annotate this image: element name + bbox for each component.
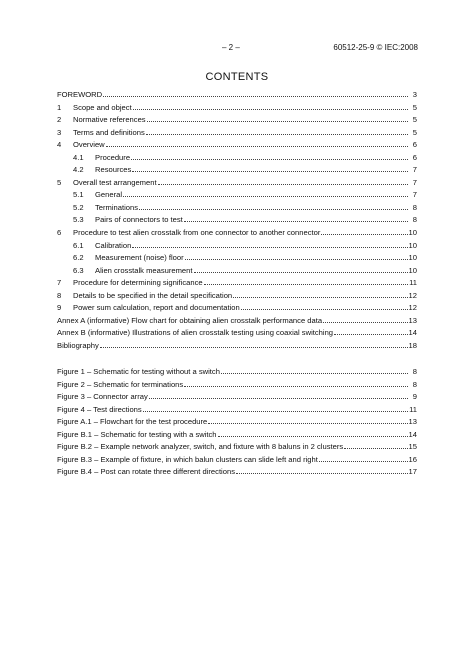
- toc-entry[interactable]: [57, 302, 417, 315]
- dot-leader: [149, 391, 408, 399]
- entry-label: Figure B.3 – Example of fixture, in which balun clusters can slide left and right: [57, 454, 318, 464]
- dot-leader: [146, 127, 408, 135]
- page-reference: 7: [412, 190, 417, 200]
- toc-entry[interactable]: [57, 252, 417, 265]
- section-number: 6.1: [73, 240, 84, 250]
- entry-label: Power sum calculation, report and documentation: [73, 303, 240, 313]
- page-reference: 5: [412, 127, 417, 137]
- dot-leader: [321, 227, 407, 235]
- toc-entry[interactable]: [57, 152, 417, 165]
- section-number: 5.3: [73, 215, 84, 225]
- entry-label: Procedure to test alien crosstalk from one connector to another connector: [73, 228, 321, 238]
- figure-entry[interactable]: [57, 441, 417, 454]
- dot-leader: [185, 252, 408, 260]
- page-header: [0, 43, 474, 57]
- dot-leader: [103, 89, 408, 97]
- page-reference: 10: [408, 240, 417, 250]
- figure-entry[interactable]: [57, 454, 417, 467]
- entry-label: Procedure for determining significance: [73, 278, 203, 288]
- section-number: 5: [57, 177, 62, 187]
- entry-label: Figure 1 – Schematic for testing without a switch: [57, 367, 220, 376]
- toc-entry[interactable]: [57, 327, 417, 340]
- entry-label: Figure 4 – Test directions: [57, 404, 142, 414]
- page-reference: 6: [412, 140, 417, 150]
- entry-label: Annex A (informative) Flow chart for obtaining alien crosstalk performance data: [57, 315, 323, 325]
- page-reference: 12: [408, 290, 417, 300]
- contents-title: CONTENTS: [205, 71, 269, 83]
- dot-leader: [194, 265, 408, 273]
- page-reference: 7: [412, 165, 417, 175]
- figure-entry[interactable]: [57, 379, 417, 392]
- toc-entry[interactable]: [57, 202, 417, 215]
- entry-label: Figure 2 – Schematic for terminations: [57, 379, 184, 389]
- page-reference: 9: [412, 392, 417, 402]
- entry-label: Procedure: [95, 152, 131, 162]
- dot-leader: [204, 277, 408, 285]
- entry-label: Normative references: [73, 115, 146, 125]
- entry-label: Terms and definitions: [73, 127, 145, 137]
- dot-leader: [319, 454, 408, 462]
- dot-leader: [132, 164, 408, 172]
- page-reference: 18: [408, 340, 417, 350]
- page-number: – 2 –: [222, 43, 240, 52]
- entry-label: Alien crosstalk measurement: [95, 265, 193, 275]
- dot-leader: [218, 429, 408, 437]
- table-of-contents: [57, 89, 417, 352]
- dot-leader: [123, 189, 408, 197]
- dot-leader: [106, 139, 408, 147]
- toc-entry[interactable]: [57, 164, 417, 177]
- page-reference: 16: [408, 454, 417, 464]
- page-reference: 13: [408, 417, 417, 427]
- entry-label: Figure A.1 – Flowchart for the test procedure: [57, 417, 208, 427]
- page-reference: 3: [412, 90, 417, 99]
- toc-entry[interactable]: [57, 277, 417, 290]
- page-reference: 12: [408, 303, 417, 313]
- entry-label: Pairs of connectors to test: [95, 215, 183, 225]
- page-reference: 11: [409, 278, 417, 288]
- dot-leader: [221, 366, 408, 374]
- toc-entry[interactable]: [57, 340, 417, 353]
- figure-entry[interactable]: [57, 366, 417, 379]
- entry-label: Resources: [95, 165, 132, 175]
- page-reference: 8: [412, 379, 417, 389]
- toc-entry[interactable]: [57, 127, 417, 140]
- figure-entry[interactable]: [57, 429, 417, 442]
- toc-entry[interactable]: [57, 114, 417, 127]
- entry-label: Figure 3 – Connector array: [57, 392, 148, 402]
- toc-entry[interactable]: [57, 177, 417, 190]
- section-number: 6: [57, 228, 62, 238]
- page-reference: 10: [408, 265, 417, 275]
- entry-label: Overview: [73, 140, 105, 150]
- dot-leader: [100, 340, 408, 348]
- toc-entry[interactable]: [57, 139, 417, 152]
- dot-leader: [241, 302, 408, 310]
- dot-leader: [236, 466, 408, 474]
- page-reference: 17: [408, 467, 417, 477]
- toc-entry[interactable]: [57, 89, 417, 102]
- entry-label: Figure B.2 – Example network analyzer, switch, and fixture with 8 baluns in 2 clusters: [57, 442, 344, 452]
- list-of-figures: [57, 366, 417, 479]
- dot-leader: [143, 404, 408, 412]
- page-reference: 5: [412, 102, 417, 112]
- page-reference: 14: [408, 328, 417, 338]
- entry-label: Measurement (noise) floor: [95, 253, 184, 263]
- toc-entry[interactable]: [57, 240, 417, 253]
- toc-entry[interactable]: [57, 189, 417, 202]
- section-number: 3: [57, 127, 62, 137]
- dot-leader: [133, 102, 408, 110]
- entry-label: Terminations: [95, 202, 139, 212]
- dot-leader: [323, 315, 407, 323]
- page-reference: 8: [412, 367, 417, 376]
- document-id: 60512-25-9 © IEC:2008: [333, 43, 418, 52]
- entry-label: Figure B.4 – Post can rotate three different directions: [57, 467, 235, 477]
- page-reference: 5: [412, 115, 417, 125]
- entry-label: Scope and object: [73, 102, 132, 112]
- entry-label: Details to be specified in the detail specification: [73, 290, 233, 300]
- entry-label: FOREWORD: [57, 90, 103, 99]
- dot-leader: [233, 290, 407, 298]
- section-number: 5.1: [73, 190, 84, 200]
- page-reference: 6: [412, 152, 417, 162]
- figure-entry[interactable]: [57, 404, 417, 417]
- section-number: 8: [57, 290, 62, 300]
- section-number: 9: [57, 303, 62, 313]
- dot-leader: [208, 416, 407, 424]
- section-number: 6.3: [73, 265, 84, 275]
- section-number: 4.1: [73, 152, 84, 162]
- toc-entry[interactable]: [57, 227, 417, 240]
- section-number: 4.2: [73, 165, 84, 175]
- section-number: 1: [57, 102, 62, 112]
- section-number: 4: [57, 140, 62, 150]
- entry-label: Bibliography: [57, 340, 99, 350]
- page-reference: 8: [412, 215, 417, 225]
- section-number: 2: [57, 115, 62, 125]
- page-reference: 7: [412, 177, 417, 187]
- toc-entry[interactable]: [57, 265, 417, 278]
- page-reference: 10: [408, 253, 417, 263]
- dot-leader: [184, 214, 408, 222]
- entry-label: Figure B.1 – Schematic for testing with a switch: [57, 429, 217, 439]
- dot-leader: [184, 379, 408, 387]
- figure-entry[interactable]: [57, 416, 417, 429]
- page-reference: 15: [408, 442, 417, 452]
- section-number: 7: [57, 278, 62, 288]
- dot-leader: [131, 152, 408, 160]
- dot-leader: [158, 177, 408, 185]
- entry-label: General: [95, 190, 123, 200]
- dot-leader: [334, 327, 408, 335]
- toc-entry[interactable]: [57, 102, 417, 115]
- figure-entry[interactable]: [57, 466, 417, 479]
- section-number: 6.2: [73, 253, 84, 263]
- page-reference: 10: [408, 228, 417, 238]
- section-number: 5.2: [73, 202, 84, 212]
- toc-entry[interactable]: [57, 214, 417, 227]
- page-reference: 14: [408, 429, 417, 439]
- entry-label: Annex B (informative) Illustrations of alien crosstalk testing using coaxial switching: [57, 328, 334, 338]
- page-reference: 13: [408, 315, 417, 325]
- dot-leader: [132, 240, 407, 248]
- toc-entry[interactable]: [57, 315, 417, 328]
- dot-leader: [147, 114, 408, 122]
- toc-entry[interactable]: [57, 290, 417, 303]
- page-reference: 8: [412, 202, 417, 212]
- dot-leader: [344, 441, 407, 449]
- entry-label: Calibration: [95, 240, 132, 250]
- dot-leader: [139, 202, 408, 210]
- page-reference: 11: [409, 404, 417, 414]
- entry-label: Overall test arrangement: [73, 177, 157, 187]
- figure-entry[interactable]: [57, 391, 417, 404]
